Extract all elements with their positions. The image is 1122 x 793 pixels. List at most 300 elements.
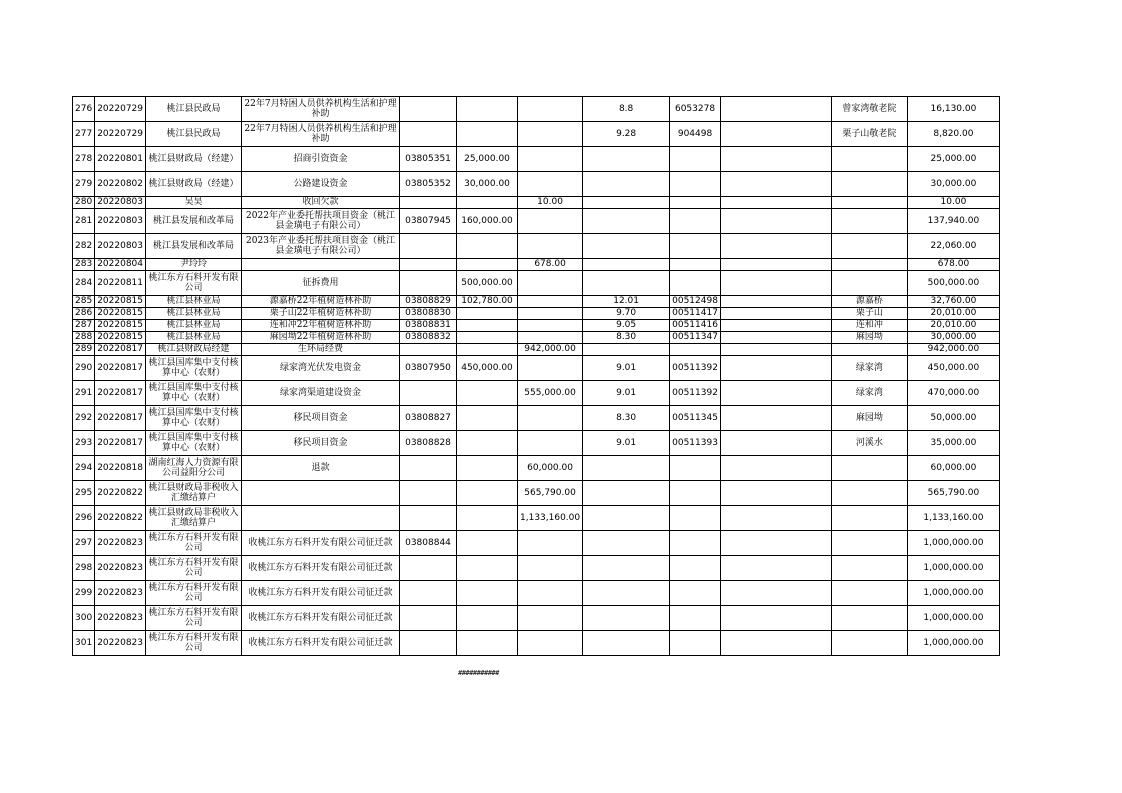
payer-unit-cell: 桃江县林业局 [146,332,242,344]
row-number: 297 [73,531,95,556]
document-number-cell [400,197,457,209]
amount-cell-2: 678.00 [518,259,583,271]
payer-unit-cell: 桃江县国库集中支付核算中心（农财） [146,381,242,406]
code-cell [583,271,670,296]
row-number: 279 [73,172,95,197]
voucher-cell [670,456,721,481]
row-number: 290 [73,356,95,381]
payee-cell [831,172,907,197]
blank-cell [720,531,831,556]
row-number: 292 [73,406,95,431]
amount-cell-2 [518,606,583,631]
date-cell: 20220802 [95,172,146,197]
total-cell: 1,000,000.00 [907,631,999,656]
code-cell: 9.01 [583,431,670,456]
blank-cell [720,344,831,356]
payer-unit-cell: 尹玲玲 [146,259,242,271]
blank-cell [720,332,831,344]
amount-cell-2: 60,000.00 [518,456,583,481]
amount-cell: 25,000.00 [457,147,518,172]
amount-cell [457,344,518,356]
payer-unit-cell: 桃江县林业局 [146,320,242,332]
table-row [73,506,1000,531]
payer-unit-cell: 桃江县财政局（经建） [146,147,242,172]
table-row [73,381,1000,406]
item-description-cell: 2023年产业委托帮扶项目资金（桃江县金璜电子有限公司） [242,234,400,259]
total-cell: 678.00 [907,259,999,271]
date-cell: 20220822 [95,481,146,506]
amount-cell [457,332,518,344]
total-cell: 500,000.00 [907,271,999,296]
code-cell [583,456,670,481]
item-description-cell [242,506,400,531]
blank-cell [720,631,831,656]
payee-cell: 麻园坳 [831,332,907,344]
table-row [73,271,1000,296]
document-number-cell [400,506,457,531]
document-number-cell [400,271,457,296]
code-cell: 9.70 [583,308,670,320]
amount-cell [457,308,518,320]
payee-cell [831,456,907,481]
amount-cell [457,506,518,531]
amount-cell-2 [518,172,583,197]
table-row [73,234,1000,259]
amount-cell-2: 942,000.00 [518,344,583,356]
payer-unit-cell: 桃江东方石料开发有限公司 [146,271,242,296]
code-cell: 8.30 [583,406,670,431]
document-number-cell: 03808831 [400,320,457,332]
payee-cell [831,209,907,234]
code-cell [583,344,670,356]
table-row [73,581,1000,606]
date-cell: 20220817 [95,356,146,381]
blank-cell [720,606,831,631]
item-description-cell: 移民项目资金 [242,431,400,456]
date-cell: 20220815 [95,320,146,332]
payer-unit-cell: 桃江县发展和改革局 [146,234,242,259]
total-cell: 32,760.00 [907,296,999,308]
code-cell [583,172,670,197]
date-cell: 20220817 [95,406,146,431]
amount-cell-2: 10.00 [518,197,583,209]
total-cell: 10.00 [907,197,999,209]
blank-cell [720,406,831,431]
code-cell [583,209,670,234]
payee-cell: 源嘉桥 [831,296,907,308]
payee-cell [831,197,907,209]
total-cell: 20,010.00 [907,320,999,332]
date-cell: 20220822 [95,506,146,531]
blank-cell [720,308,831,320]
payee-cell [831,556,907,581]
amount-cell-2 [518,332,583,344]
payer-unit-cell: 桃江东方石料开发有限公司 [146,531,242,556]
overflow-marker: ########### [458,669,499,677]
item-description-cell: 收桃江东方石料开发有限公司征迁款 [242,581,400,606]
voucher-cell [670,172,721,197]
amount-cell [457,531,518,556]
document-number-cell: 03808844 [400,531,457,556]
total-cell: 16,130.00 [907,97,999,122]
amount-cell-2 [518,406,583,431]
date-cell: 20220729 [95,122,146,147]
amount-cell: 500,000.00 [457,271,518,296]
item-description-cell: 收桃江东方石料开发有限公司征迁款 [242,556,400,581]
table-row [73,406,1000,431]
item-description-cell: 生环局经费 [242,344,400,356]
total-cell: 137,940.00 [907,209,999,234]
document-number-cell: 03808829 [400,296,457,308]
payee-cell [831,271,907,296]
payer-unit-cell: 桃江县林业局 [146,308,242,320]
item-description-cell: 连和冲22年植树造林补助 [242,320,400,332]
code-cell [583,234,670,259]
item-description-cell: 公路建设资金 [242,172,400,197]
amount-cell-2 [518,296,583,308]
voucher-cell [670,606,721,631]
code-cell [583,197,670,209]
document-number-cell: 03808827 [400,406,457,431]
item-description-cell: 麻园坳22年植树造林补助 [242,332,400,344]
amount-cell-2 [518,356,583,381]
total-cell: 1,133,160.00 [907,506,999,531]
total-cell: 942,000.00 [907,344,999,356]
total-cell: 1,000,000.00 [907,531,999,556]
payee-cell [831,531,907,556]
total-cell: 450,000.00 [907,356,999,381]
date-cell: 20220817 [95,381,146,406]
blank-cell [720,581,831,606]
payer-unit-cell: 吴昊 [146,197,242,209]
amount-cell-2 [518,320,583,332]
row-number: 291 [73,381,95,406]
item-description-cell: 绿家湾光伏发电资金 [242,356,400,381]
payee-cell [831,259,907,271]
date-cell: 20220815 [95,332,146,344]
voucher-cell [670,631,721,656]
code-cell [583,581,670,606]
item-description-cell [242,481,400,506]
amount-cell [457,481,518,506]
table-row [73,332,1000,344]
amount-cell: 450,000.00 [457,356,518,381]
amount-cell [457,320,518,332]
document-number-cell [400,97,457,122]
total-cell: 35,000.00 [907,431,999,456]
table-row [73,209,1000,234]
table-row [73,259,1000,271]
document-number-cell [400,556,457,581]
row-number: 287 [73,320,95,332]
code-cell: 12.01 [583,296,670,308]
blank-cell [720,506,831,531]
ledger-sheet [72,96,1000,677]
table-row [73,481,1000,506]
blank-cell [720,209,831,234]
payee-cell: 曾家湾敬老院 [831,97,907,122]
date-cell: 20220823 [95,556,146,581]
blank-cell [720,197,831,209]
code-cell [583,556,670,581]
blank-cell [720,234,831,259]
item-description-cell: 2022年产业委托帮扶项目资金（桃江县金璜电子有限公司） [242,209,400,234]
item-description-cell: 收桃江东方石料开发有限公司征迁款 [242,531,400,556]
table-row [73,531,1000,556]
voucher-cell [670,531,721,556]
row-number: 283 [73,259,95,271]
total-cell: 470,000.00 [907,381,999,406]
voucher-cell [670,197,721,209]
blank-cell [720,259,831,271]
date-cell: 20220803 [95,209,146,234]
payer-unit-cell: 桃江东方石料开发有限公司 [146,556,242,581]
amount-cell [457,456,518,481]
date-cell: 20220817 [95,344,146,356]
payer-unit-cell: 桃江东方石料开发有限公司 [146,631,242,656]
payee-cell: 绿家湾 [831,356,907,381]
amount-cell [457,406,518,431]
blank-cell [720,320,831,332]
amount-cell-2 [518,271,583,296]
document-number-cell [400,381,457,406]
payer-unit-cell: 湖南红海人力资源有限公司益阳分公司 [146,456,242,481]
code-cell [583,481,670,506]
amount-cell-2: 565,790.00 [518,481,583,506]
blank-cell [720,456,831,481]
payee-cell: 栗子山敬老院 [831,122,907,147]
payer-unit-cell: 桃江县财政局（经建） [146,172,242,197]
row-number: 280 [73,197,95,209]
document-number-cell [400,631,457,656]
voucher-cell: 00511345 [670,406,721,431]
amount-cell-2 [518,631,583,656]
code-cell: 8.8 [583,97,670,122]
document-number-cell [400,259,457,271]
payer-unit-cell: 桃江东方石料开发有限公司 [146,606,242,631]
ledger-body [73,97,1000,656]
payee-cell: 栗子山 [831,308,907,320]
voucher-cell [670,506,721,531]
code-cell: 8.30 [583,332,670,344]
amount-cell-2 [518,97,583,122]
payee-cell [831,631,907,656]
date-cell: 20220801 [95,147,146,172]
code-cell [583,147,670,172]
amount-cell-2: 1,133,160.00 [518,506,583,531]
item-description-cell: 征拆费用 [242,271,400,296]
amount-cell-2 [518,556,583,581]
table-row [73,197,1000,209]
amount-cell [457,122,518,147]
total-cell: 25,000.00 [907,147,999,172]
voucher-cell: 00511347 [670,332,721,344]
amount-cell-2 [518,431,583,456]
amount-cell [457,259,518,271]
item-description-cell: 招商引资资金 [242,147,400,172]
row-number: 282 [73,234,95,259]
payee-cell [831,481,907,506]
date-cell: 20220817 [95,431,146,456]
row-number: 293 [73,431,95,456]
payer-unit-cell: 桃江县国库集中支付核算中心（农财） [146,431,242,456]
row-number: 284 [73,271,95,296]
amount-cell-2 [518,209,583,234]
date-cell: 20220803 [95,234,146,259]
voucher-cell [670,147,721,172]
voucher-cell [670,259,721,271]
table-row [73,320,1000,332]
row-number: 298 [73,556,95,581]
date-cell: 20220804 [95,259,146,271]
table-row [73,631,1000,656]
total-cell: 1,000,000.00 [907,581,999,606]
amount-cell-2 [518,234,583,259]
document-number-cell: 03807950 [400,356,457,381]
row-number: 299 [73,581,95,606]
amount-cell [457,97,518,122]
table-row [73,296,1000,308]
amount-cell [457,581,518,606]
document-number-cell [400,606,457,631]
table-row [73,147,1000,172]
payee-cell [831,344,907,356]
payer-unit-cell: 桃江县民政局 [146,97,242,122]
payer-unit-cell: 桃江县财政局经建 [146,344,242,356]
blank-cell [720,556,831,581]
document-number-cell: 03808830 [400,308,457,320]
voucher-cell: 00512498 [670,296,721,308]
item-description-cell: 移民项目资金 [242,406,400,431]
total-cell: 565,790.00 [907,481,999,506]
document-number-cell [400,122,457,147]
payee-cell [831,581,907,606]
date-cell: 20220823 [95,531,146,556]
ledger-table [72,96,1000,656]
voucher-cell [670,344,721,356]
voucher-cell [670,271,721,296]
voucher-cell: 00511392 [670,356,721,381]
row-number: 277 [73,122,95,147]
item-description-cell [242,259,400,271]
voucher-cell [670,481,721,506]
date-cell: 20220729 [95,97,146,122]
document-number-cell: 03807945 [400,209,457,234]
amount-cell-2 [518,581,583,606]
date-cell: 20220823 [95,606,146,631]
date-cell: 20220815 [95,296,146,308]
document-number-cell [400,581,457,606]
voucher-cell: 00511416 [670,320,721,332]
total-cell: 1,000,000.00 [907,556,999,581]
date-cell: 20220815 [95,308,146,320]
row-number: 286 [73,308,95,320]
amount-cell: 30,000.00 [457,172,518,197]
table-row [73,356,1000,381]
payee-cell: 连和冲 [831,320,907,332]
blank-cell [720,296,831,308]
date-cell: 20220803 [95,197,146,209]
table-row [73,172,1000,197]
row-number: 294 [73,456,95,481]
document-number-cell [400,456,457,481]
table-row [73,556,1000,581]
document-number-cell: 03805351 [400,147,457,172]
voucher-cell [670,209,721,234]
item-description-cell: 22年7月特困人员供养机构生活和护理补助 [242,122,400,147]
date-cell: 20220823 [95,581,146,606]
date-cell: 20220811 [95,271,146,296]
amount-cell [457,556,518,581]
amount-cell-2 [518,147,583,172]
total-cell: 30,000.00 [907,172,999,197]
amount-cell-2 [518,308,583,320]
payer-unit-cell: 桃江县财政局非税收入汇缴结算户 [146,506,242,531]
blank-cell [720,381,831,406]
amount-cell: 102,780.00 [457,296,518,308]
amount-cell [457,631,518,656]
item-description-cell: 收桃江东方石料开发有限公司征迁款 [242,631,400,656]
amount-cell: 160,000.00 [457,209,518,234]
table-row [73,456,1000,481]
voucher-cell: 00511393 [670,431,721,456]
row-number: 296 [73,506,95,531]
row-number: 278 [73,147,95,172]
voucher-cell [670,556,721,581]
document-number-cell [400,344,457,356]
item-description-cell: 收回欠款 [242,197,400,209]
payer-unit-cell: 桃江县民政局 [146,122,242,147]
payer-unit-cell: 桃江县国库集中支付核算中心（农财） [146,406,242,431]
document-number-cell: 03808828 [400,431,457,456]
table-row [73,308,1000,320]
table-row [73,606,1000,631]
document-number-cell: 03805352 [400,172,457,197]
total-cell: 8,820.00 [907,122,999,147]
payer-unit-cell: 桃江县林业局 [146,296,242,308]
item-description-cell: 栗子山22年植树造林补助 [242,308,400,320]
table-row [73,97,1000,122]
blank-cell [720,147,831,172]
code-cell [583,606,670,631]
item-description-cell: 22年7月特困人员供养机构生活和护理补助 [242,97,400,122]
payer-unit-cell: 桃江县国库集中支付核算中心（农财） [146,356,242,381]
blank-cell [720,271,831,296]
payee-cell [831,234,907,259]
row-number: 300 [73,606,95,631]
item-description-cell: 退款 [242,456,400,481]
voucher-cell: 904498 [670,122,721,147]
amount-cell-2: 555,000.00 [518,381,583,406]
code-cell: 9.01 [583,381,670,406]
payee-cell [831,147,907,172]
code-cell [583,259,670,271]
row-number: 288 [73,332,95,344]
row-number: 289 [73,344,95,356]
code-cell [583,531,670,556]
total-cell: 20,010.00 [907,308,999,320]
payee-cell: 绿家湾 [831,381,907,406]
row-number: 295 [73,481,95,506]
amount-cell [457,431,518,456]
blank-cell [720,431,831,456]
code-cell: 9.01 [583,356,670,381]
document-number-cell [400,481,457,506]
payee-cell [831,606,907,631]
total-cell: 22,060.00 [907,234,999,259]
row-number: 301 [73,631,95,656]
item-description-cell: 绿家湾渠道建设资金 [242,381,400,406]
